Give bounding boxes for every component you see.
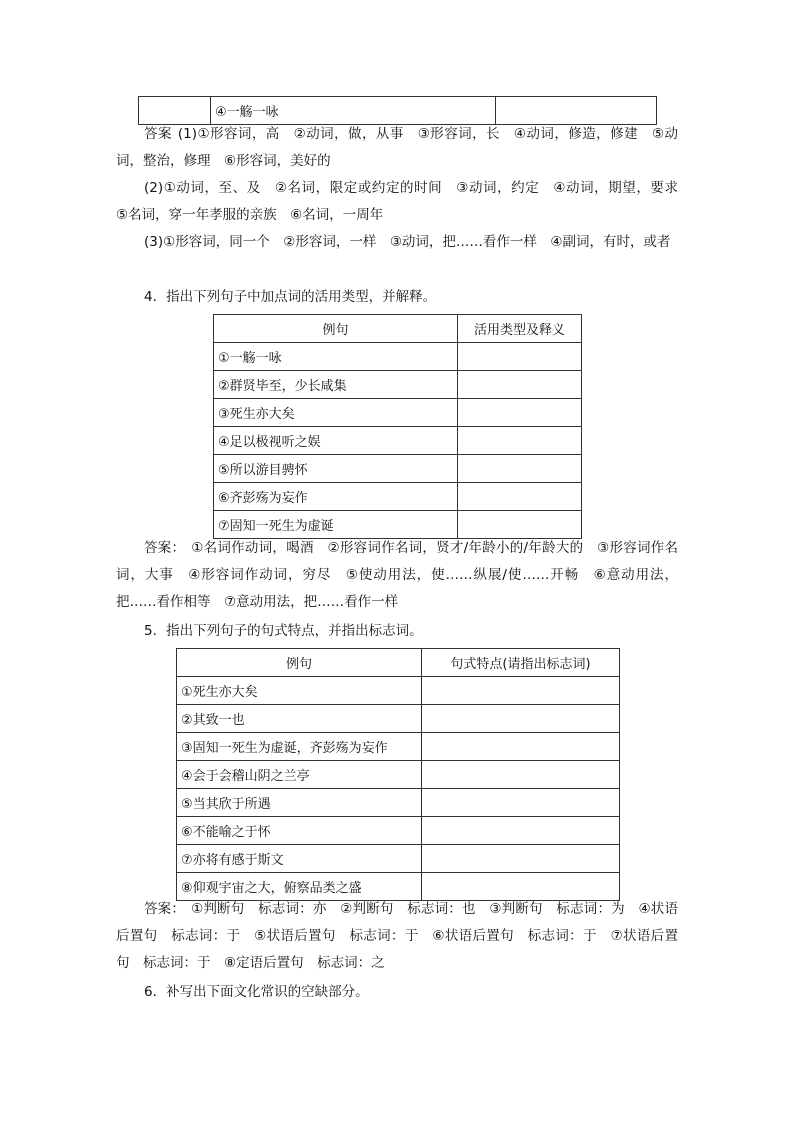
table-cell: ⑦亦将有感于斯文	[177, 845, 422, 873]
table-cell	[458, 371, 582, 399]
answer-block-5	[116, 896, 678, 977]
table-cell: ③固知一死生为虚诞，齐彭殇为妄作	[177, 733, 422, 761]
question-5: 5．指出下列句子的句式特点，并指出标志词。	[144, 623, 423, 639]
question-6: 6．补写出下面文化常识的空缺部分。	[144, 984, 369, 1000]
usage-table	[213, 314, 582, 539]
table-cell: ⑤所以游目骋怀	[214, 455, 458, 483]
table-row	[177, 761, 620, 789]
table-cell	[458, 399, 582, 427]
table-row	[177, 817, 620, 845]
table-cell: ②其致一也	[177, 705, 422, 733]
table-cell: ⑧仰观宇宙之大，俯察品类之盛	[177, 873, 422, 901]
table-cell: ②群贤毕至，少长咸集	[214, 371, 458, 399]
answer-text: ①判断句 标志词：亦 ②判断句 标志词：也 ③判断句 标志词：为 ④状语后置句 标志词：于 ⑤状语后置句 标志词：于 ⑥状语后置句 标志词：于 ⑦状语后置句 标志词：于 ⑧定语后置句 标志词：之	[116, 901, 678, 971]
table-cell: ④足以极视听之娱	[214, 427, 458, 455]
table-cell	[458, 483, 582, 511]
table-row	[177, 789, 620, 817]
answer-text: (3)①形容词，同一个 ②形容词，一样 ③动词，把……看作一样 ④副词，有时，或者	[144, 234, 671, 250]
table-cell	[422, 761, 620, 789]
table-row	[177, 845, 620, 873]
table-row	[214, 483, 582, 511]
table-row	[177, 733, 620, 761]
table-cell	[458, 427, 582, 455]
table-row	[177, 677, 620, 705]
answer-text: ①名词作动词，喝酒 ②形容词作名词，贤才/年龄小的/年龄大的 ③形容词作名词，大事 ④形容词作动词，穷尽 ⑤使动用法，使……纵展/使……开畅 ⑥意动用法，把……看作相等 ⑦意动用法，把……看作一样	[116, 540, 679, 610]
table-cell: ⑦固知一死生为虚诞	[214, 511, 458, 539]
question-4: 4．指出下列句子中加点词的活用类型，并解释。	[144, 289, 437, 305]
table-row	[214, 427, 582, 455]
table-header-row	[177, 649, 620, 677]
answer-block-3	[116, 229, 678, 256]
table-row	[177, 705, 620, 733]
table-header-row	[214, 315, 582, 343]
table-row	[214, 343, 582, 371]
answer-block-4	[116, 535, 678, 616]
table-cell	[422, 733, 620, 761]
answer-text: (1)①形容词，高 ②动词，做，从事 ③形容词，长 ④动词，修造，修建 ⑤动词，整治，修理 ⑥形容词，美好的	[116, 126, 679, 169]
table-cell: ①死生亦大矣	[177, 677, 422, 705]
answer-label: 答案	[144, 126, 172, 142]
table-cell	[422, 845, 620, 873]
table-row	[214, 399, 582, 427]
table-cell	[422, 705, 620, 733]
table-cell	[458, 343, 582, 371]
table-cell	[422, 677, 620, 705]
table-cell: ⑤当其欣于所遇	[177, 789, 422, 817]
answer-text: (2)①动词，至、及 ②名词，限定或约定的时间 ③动词，约定 ④动词，期望，要求 ⑤名词，穿一年孝服的亲族 ⑥名词，一周年	[116, 180, 692, 223]
table-cell: ③死生亦大矣	[214, 399, 458, 427]
table-cell	[422, 817, 620, 845]
sentence-pattern-table	[176, 648, 620, 901]
column-header: 句式特点(请指出标志词)	[422, 649, 620, 677]
table-cell: ⑥齐彭殇为妄作	[214, 483, 458, 511]
answer-label: 答案：	[144, 540, 186, 556]
answer-label: 答案：	[144, 901, 186, 917]
table-row	[214, 455, 582, 483]
table-row	[214, 371, 582, 399]
table-cell	[422, 789, 620, 817]
column-header: 例句	[177, 649, 422, 677]
answer-block-1	[116, 121, 678, 175]
column-header: 例句	[214, 315, 458, 343]
table-cell: ⑥不能喻之于怀	[177, 817, 422, 845]
table-cell: ①一觞一咏	[214, 343, 458, 371]
table-cell: ④会于会稽山阴之兰亭	[177, 761, 422, 789]
column-header: 活用类型及释义	[458, 315, 582, 343]
answer-block-2	[116, 175, 692, 229]
table-cell: ④一觞一咏	[211, 97, 496, 125]
table-cell	[458, 455, 582, 483]
